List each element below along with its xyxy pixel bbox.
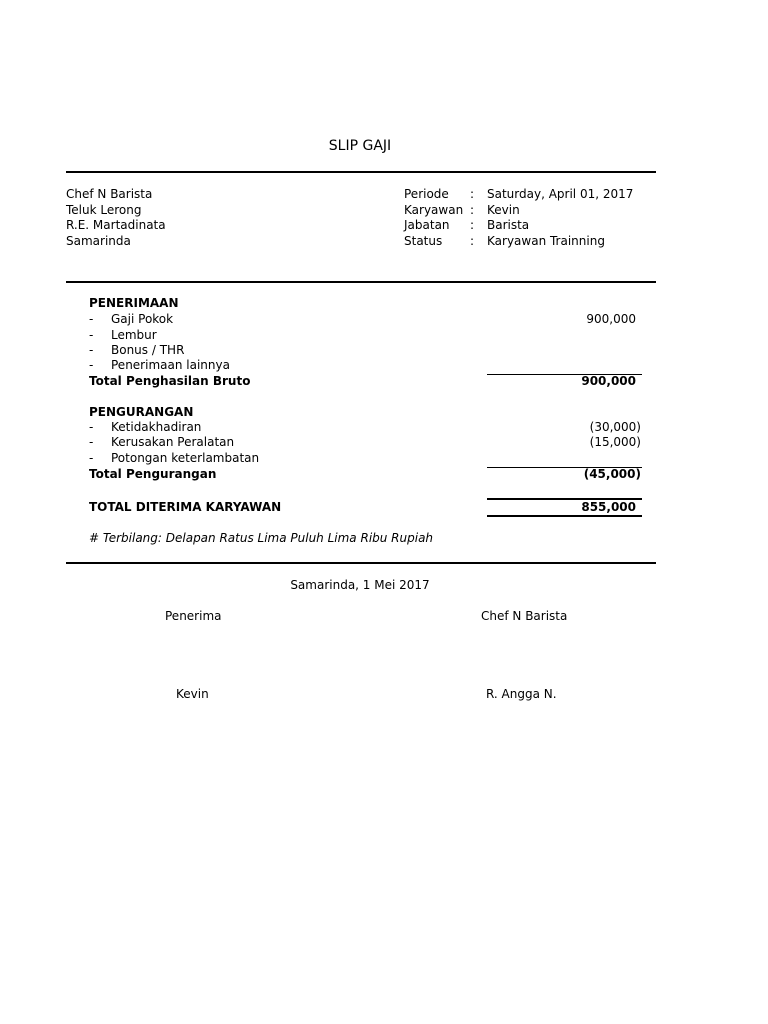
total-bruto-amount: 900,000 bbox=[581, 374, 636, 388]
issuer-role: Chef N Barista bbox=[481, 609, 568, 623]
info-value-status: Karyawan Trainning bbox=[487, 234, 605, 248]
item-label-keterlambatan: Potongan keterlambatan bbox=[111, 451, 260, 465]
company-name: Chef N Barista bbox=[66, 187, 153, 201]
issuer-name: R. Angga N. bbox=[486, 687, 557, 701]
item-label-penerimaan-lainnya: Penerimaan lainnya bbox=[111, 358, 230, 372]
total-bruto-label: Total Penghasilan Bruto bbox=[89, 374, 251, 388]
divider-top bbox=[66, 171, 656, 173]
info-label-karyawan: Karyawan bbox=[404, 203, 464, 217]
item-label-kerusakan: Kerusakan Peralatan bbox=[111, 435, 235, 449]
item-amount-ketidakhadiran: (30,000) bbox=[589, 420, 641, 434]
divider-middle bbox=[66, 281, 656, 283]
info-value-karyawan: Kevin bbox=[487, 203, 520, 217]
company-city: Samarinda bbox=[66, 234, 131, 248]
terbilang-note: # Terbilang: Delapan Ratus Lima Puluh Lima Ribu Rupiah bbox=[89, 531, 434, 545]
item-dash: - bbox=[89, 312, 94, 326]
item-dash: - bbox=[89, 451, 94, 465]
penerimaan-heading: PENERIMAAN bbox=[89, 296, 179, 310]
item-dash: - bbox=[89, 343, 94, 357]
page-title: SLIP GAJI bbox=[328, 138, 392, 154]
item-dash: - bbox=[89, 435, 94, 449]
info-separator: : bbox=[470, 203, 475, 217]
item-dash: - bbox=[89, 328, 94, 342]
company-address-line: Teluk Lerong bbox=[66, 203, 142, 217]
info-label-status: Status bbox=[404, 234, 443, 248]
total-pengurangan-label: Total Pengurangan bbox=[89, 467, 217, 481]
place-date: Samarinda, 1 Mei 2017 bbox=[290, 578, 430, 592]
item-amount-gaji-pokok: 900,000 bbox=[586, 312, 636, 326]
divider-bottom bbox=[66, 562, 656, 564]
recipient-role: Penerima bbox=[165, 609, 222, 623]
grand-total-label: TOTAL DITERIMA KARYAWAN bbox=[89, 500, 282, 514]
item-dash: - bbox=[89, 358, 94, 372]
pengurangan-heading: PENGURANGAN bbox=[89, 405, 194, 419]
grand-total-amount: 855,000 bbox=[581, 500, 636, 514]
company-address-line: R.E. Martadinata bbox=[66, 218, 166, 232]
info-separator: : bbox=[470, 187, 475, 201]
info-label-jabatan: Jabatan bbox=[404, 218, 450, 232]
item-dash: - bbox=[89, 420, 94, 434]
info-separator: : bbox=[470, 234, 475, 248]
item-amount-kerusakan: (15,000) bbox=[589, 435, 641, 449]
info-label-periode: Periode bbox=[404, 187, 449, 201]
item-label-bonus: Bonus / THR bbox=[111, 343, 185, 357]
item-label-lembur: Lembur bbox=[111, 328, 157, 342]
item-label-gaji-pokok: Gaji Pokok bbox=[111, 312, 174, 326]
item-label-ketidakhadiran: Ketidakhadiran bbox=[111, 420, 202, 434]
info-value-periode: Saturday, April 01, 2017 bbox=[487, 187, 634, 201]
info-separator: : bbox=[470, 218, 475, 232]
info-value-jabatan: Barista bbox=[487, 218, 530, 232]
recipient-name: Kevin bbox=[176, 687, 209, 701]
grand-total-underline bbox=[487, 515, 642, 517]
total-pengurangan-amount: (45,000) bbox=[583, 467, 641, 481]
